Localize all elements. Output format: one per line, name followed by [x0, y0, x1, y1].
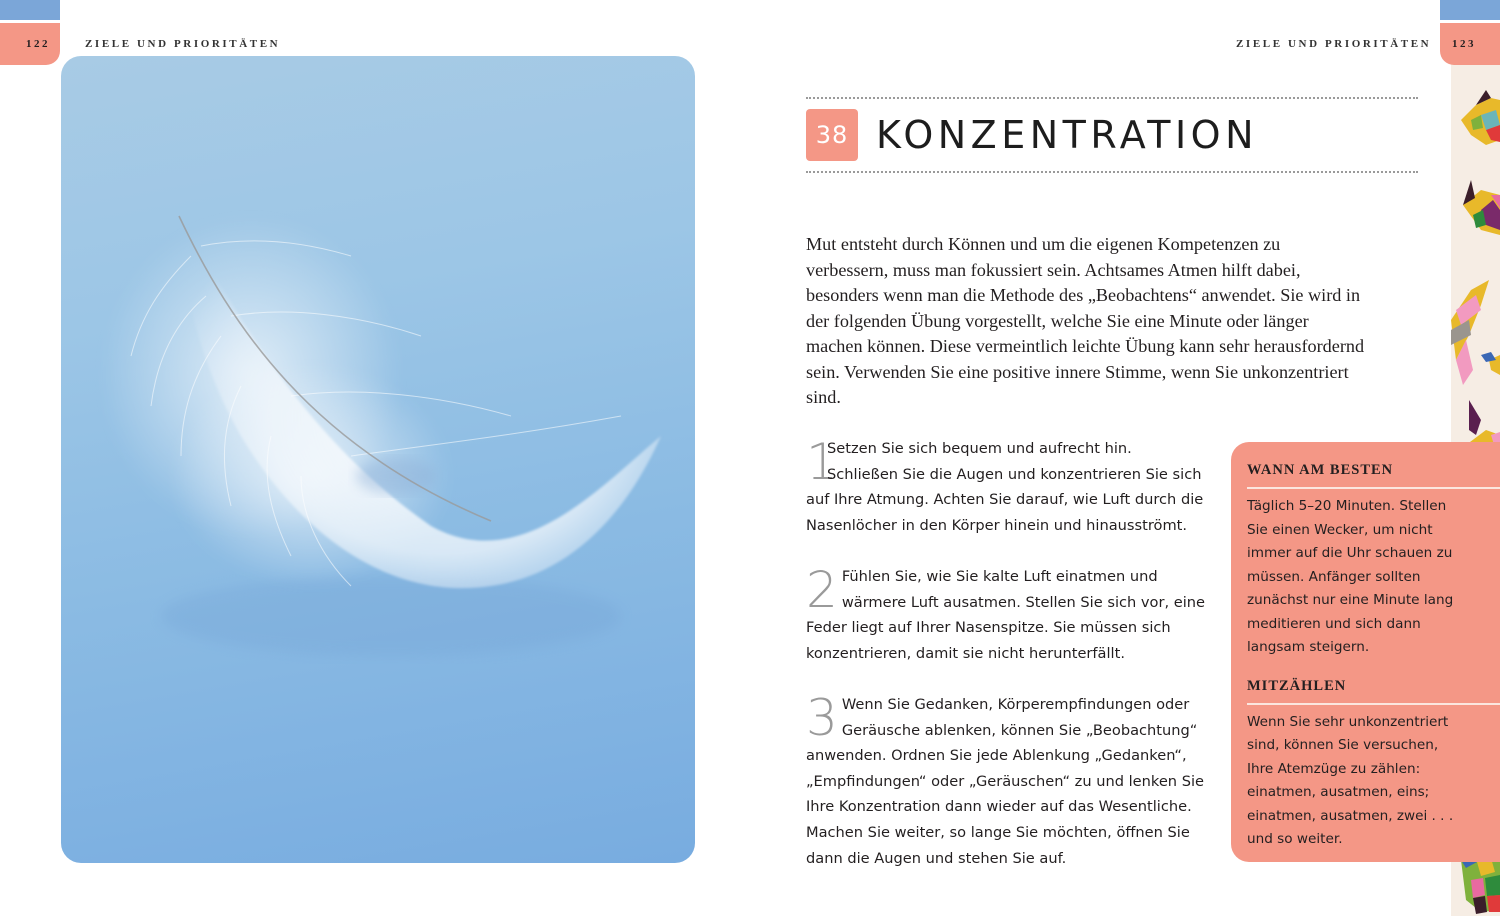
right-running-head: ZIELE UND PRIORITÄTEN — [1236, 38, 1432, 50]
tip-text: Wenn Sie sehr unkonzentriert sind, können Sie versuchen, Ihre Atemzüge zu zählen: einatmen, ausatmen, eins; einatmen, ausatmen, zwei . . . und so weiter. — [1247, 713, 1454, 847]
right-page-number: 123 — [1452, 38, 1476, 50]
feather-illustration-icon — [61, 56, 695, 863]
step-number: 1 — [806, 433, 838, 491]
step-text: Wenn Sie Gedanken, Körperempfindungen oder Geräusche ablenken, können Sie „Beobachtung“ anwenden. Ordnen Sie jede Ablenkung „Gedanken“, „Empfindungen“ oder „Geräuschen“ zu und lenken Sie Ihre Konzentration dann wieder auf das Wesentliche. Machen Sie weiter, so lange Sie möchten, öffnen Sie dann die Augen und stehen Sie auf. — [806, 695, 1204, 867]
left-page-tab-blue — [0, 0, 60, 20]
title-bottom-divider — [806, 171, 1418, 173]
left-page-number: 122 — [26, 38, 50, 50]
steps-list — [806, 433, 1206, 897]
step-text: Setzen Sie sich bequem und aufrecht hin. Schließen Sie die Augen und konzentrieren Sie sich auf Ihre Atmung. Achten Sie darauf, wie Luft durch die Nasenlöcher in den Körper hinein und hinausströmt. — [806, 440, 1204, 534]
page-title: KONZENTRATION — [876, 113, 1259, 157]
tip-section-when — [1247, 462, 1500, 660]
step-text: Fühlen Sie, wie Sie kalte Luft einatmen und wärmere Luft ausatmen. Stellen Sie sich vor, eine Feder liegt auf Ihrer Nasenspitze. Sie müssen sich konzentrieren, damit sie nicht herunterfällt. — [806, 567, 1206, 662]
step-item — [806, 433, 1206, 538]
title-top-divider — [806, 97, 1418, 99]
tip-section-counting — [1247, 678, 1500, 852]
right-page-number-tab — [1440, 23, 1500, 65]
step-item — [806, 688, 1206, 871]
intro-paragraph: Mut entsteht durch Können und um die eigenen Kompetenzen zu verbessern, muss man fokussiert sein. Achtsames Atmen hilft dabei, besonders wenn man die Methode des „Beobachtens“ anwendet. Sie wird in der folgenden Übung vorgestellt, welche Sie eine Minute oder länger machen können. Diese vermeintlich leichte Übung kann sehr herausfordernd sein. Verwenden Sie eine positive innere Stimme, wenn Sie unkonzentriert sind. — [806, 234, 1365, 407]
left-running-head: ZIELE UND PRIORITÄTEN — [85, 38, 281, 50]
step-number: 3 — [806, 688, 838, 747]
tip-text: Täglich 5–20 Minuten. Stellen Sie einen Wecker, um nicht immer auf die Uhr schauen zu müssen. Anfänger sollten zunächst nur eine Minute lang meditieren und sich dann langsam steigern. — [1247, 498, 1454, 655]
feather-photo — [61, 56, 695, 863]
tip-heading: WANN AM BESTEN — [1247, 462, 1500, 489]
tips-sidebar — [1231, 442, 1500, 862]
left-page-number-tab — [0, 23, 60, 65]
step-item — [806, 560, 1206, 666]
step-number: 2 — [806, 560, 838, 619]
right-page-tab-blue — [1440, 0, 1500, 20]
tip-heading: MITZÄHLEN — [1247, 678, 1500, 705]
exercise-number-badge: 38 — [806, 109, 858, 161]
